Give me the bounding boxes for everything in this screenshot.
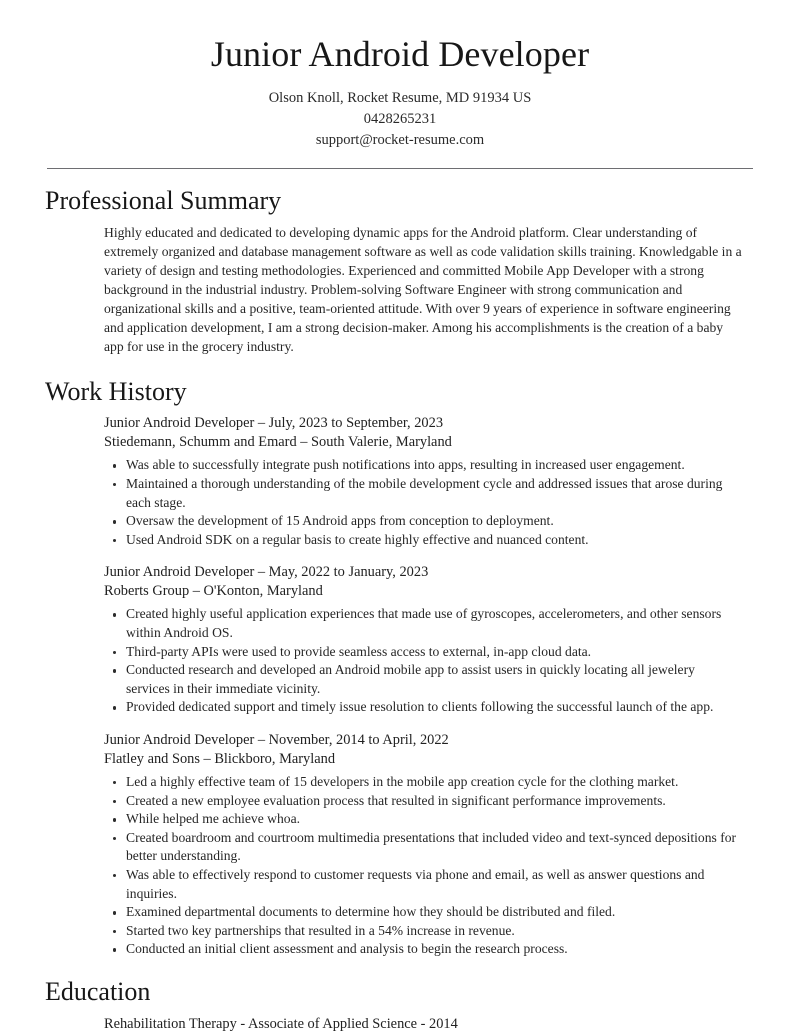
section-education [0,977,800,1034]
job-company: Flatley and Sons – Blickboro, Maryland [104,750,336,767]
job-list [104,414,742,958]
job-bullet: Maintained a thorough understanding of the mobile development cycle and addressed issues that arose during each stage. [104,475,742,512]
job-bullet: Was able to effectively respond to customer requests via phone and email, as well as answer questions and inquiries. [104,866,742,903]
job-company: Stiedemann, Schumm and Emard – South Valerie, Maryland [104,434,452,451]
job-company: Roberts Group – O'Konton, Maryland [104,583,323,600]
job-entry [104,731,742,959]
section-professional-summary [0,186,800,356]
job-bullet: Was able to successfully integrate push notifications into apps, resulting in increased user engagement. [104,456,742,475]
job-title: Junior Android Developer – July, 2023 to September, 2023 [104,415,444,432]
job-title: Junior Android Developer – May, 2022 to January, 2023 [104,564,429,581]
page-title: Junior Android Developer [210,34,590,74]
job-bullet: Third-party APIs were used to provide seamless access to external, in-app cloud data. [104,643,742,662]
resume-header [0,0,800,151]
job-bullet: Led a highly effective team of 15 developers in the mobile app creation cycle for the clothing market. [104,773,742,792]
section-work-history [0,377,800,959]
summary-body [0,224,800,356]
education-list [104,1015,742,1034]
job-bullet: Used Android SDK on a regular basis to create highly effective and nuanced content. [104,531,742,550]
job-bullet-list [104,773,742,959]
section-heading-education: Education [45,976,151,1006]
section-heading-work-history: Work History [45,376,187,406]
job-bullet: Provided dedicated support and timely issue resolution to clients following the successful launch of the app. [104,698,742,717]
contact-phone: 0428265231 [363,111,437,128]
job-title: Junior Android Developer – November, 2014 to April, 2022 [104,731,449,748]
work-history-body [0,414,800,958]
contact-address: Olson Knoll, Rocket Resume, MD 91934 US [268,90,532,107]
header-divider [47,168,753,169]
education-body [0,1015,800,1034]
contact-email: support@rocket-resume.com [315,132,485,149]
job-entry [104,414,742,549]
section-heading-summary: Professional Summary [45,186,282,216]
job-bullet: Examined departmental documents to determine how they should be distributed and filed. [104,903,742,922]
job-bullet: Conducted an initial client assessment and analysis to begin the research process. [104,940,742,959]
job-bullet: Conducted research and developed an Android mobile app to assist users in quickly locating all jewelery services in their immediate vicinity. [104,661,742,698]
job-bullet: Created highly useful application experiences that made use of gyroscopes, accelerometers, and other sensors within Android OS. [104,605,742,642]
job-bullet: Created a new employee evaluation process that resulted in significant performance improvements. [104,792,742,811]
job-bullet: While helped me achieve whoa. [104,810,742,829]
job-bullet: Created boardroom and courtroom multimedia presentations that included video and text-synced depositions for better understanding. [104,829,742,866]
education-entry: Rehabilitation Therapy - Associate of Applied Science - 2014 [104,1015,458,1032]
job-bullet-list [104,456,742,549]
job-entry [104,563,742,717]
job-bullet: Started two key partnerships that resulted in a 54% increase in revenue. [104,922,742,941]
summary-text: Highly educated and dedicated to developing dynamic apps for the Android platform. Clear understanding of extremely organized and database management software as well as code validation skills training. Knowledgable in a variety of design and testing methodologies. Experienced and committed Mobile App Developer with a strong background in the industrial industry. Problem-solving Software Engineer with strong communication and organizational skills and a positive, team-oriented attitude. With over 9 years of experience in software engineering and application development, I am a strong decision-maker. Among his accomplishments is the creation of a baby app for use in the grocery industry. [104,225,742,354]
job-bullet-list [104,605,742,717]
job-bullet: Oversaw the development of 15 Android apps from conception to deployment. [104,512,742,531]
